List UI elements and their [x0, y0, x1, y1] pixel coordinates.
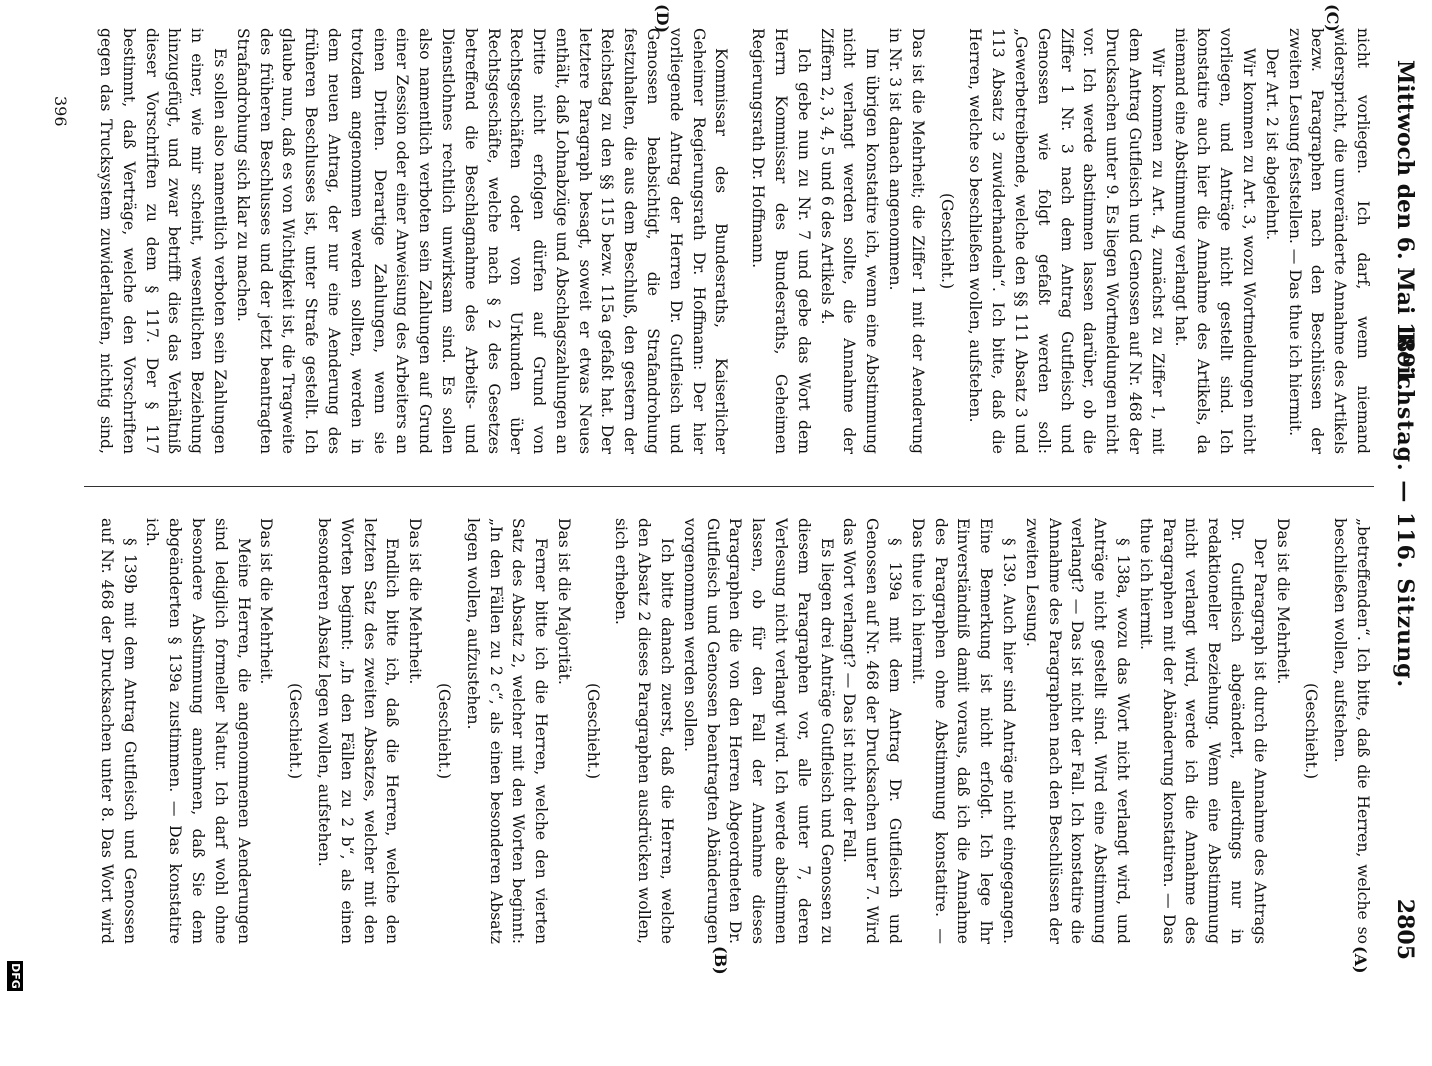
paragraph: Das ist die Mehrheit.: [1273, 518, 1292, 685]
left-text-column: [94, 518, 1374, 944]
paragraph: (Geschieht.): [1302, 682, 1321, 780]
paragraph: (Geschieht.): [286, 682, 305, 780]
dfg-logo: DFG: [7, 961, 23, 991]
paragraph: Der Art. 2 ist abgelehnt.: [1262, 48, 1281, 241]
paragraph: § 139b mit dem Antrag Gutfleisch und Genossen auf Nr. 468 der Drucksachen unter 8. Das Wort wird: [97, 518, 139, 944]
margin-marker-a: (A): [1351, 946, 1370, 974]
scanned-page: [20, 0, 1432, 975]
paragraph: Der Paragraph ist durch die Annahme des Antrags Dr. Gutfleisch abgeändert, allerdings nur in redaktioneller Beziehung. Wenn eine Abstimmung nicht verlangt wird, werde ich die Annahme des Paragraphen mit der Abänderung konstatiren. — Das thue ich hiermit.: [1136, 518, 1269, 944]
paragraph: Im übrigen konstatire ich, wenn eine Abstimmung nicht verlangt werden sollte, die Annahme der Ziffern 2, 3, 4, 5 und 6 des Artikels 4.: [817, 28, 882, 454]
paragraph: Kommissar des Bundesraths, Kaiserlicher Geheimer Regierungsrath Dr. Hoffmann: Der hier vorliegende Antrag der Herren Dr. Gutfleisch und Genossen beabsichtigt, die Strafandrohung festzuhalten, die aus dem Beschluß, den gestern der Reichstag zu den §§ 115 bezw. 115a gefaßt hat. Der letztere Paragraph besagt, soweit er etwas Neues enthält, daß Lohnabzüge und Abschlagszahlungen an Dritte nicht erfolgen dürfen auf Grund von Rechtsgeschäften oder von Urkunden über Rechtsgeschäfte, welche nach § 2 des Gesetzes betreffend die Beschlagnahme des Arbeits- und Dienstlohnes rechtlich unwirksam sind. Es sollen also namentlich verboten sein Zahlungen auf Grund einer Zession oder einer Anweisung des Arbeiters an einen Dritten. Derartige Zahlungen, wenn sie trotzdem angenommen werden sollten, werden in dem neuen Antrag, der nur eine Aenderung des früheren Beschlusses ist, unter Strafe gestellt. Ich glaube nun, daß es von Wichtigkeit ist, die Tragweite des früheren Beschlusses und der jetzt beantragten Strafandrohung sich klar zu machen.: [233, 28, 731, 454]
margin-marker-b: (B): [711, 946, 730, 975]
date-line: Mittwoch den 6. Mai 1891.: [1392, 60, 1418, 391]
margin-marker-d: (D): [653, 4, 672, 34]
paragraph: (Geschieht.): [583, 682, 602, 780]
paragraph: Endlich bitte ich, daß die Herren, welche den letzten Satz des zweiten Absatzes, welcher mit den Worten beginnt: „In den Fällen zu 2 b“, als einen besonderen Absatz legen wollen, aufstehen.: [314, 518, 402, 944]
page-header: [1386, 60, 1418, 960]
paragraph: § 139. Auch hier sind Anträge nicht eingegangen. Eine Bemerkung ist nicht erfolgt. Ich lege Ihr Einverständniß damit voraus, daß ich die Annahme des Paragraphen ohne Abstimmung konstatire. — Das thue ich hiermit.: [908, 518, 1019, 944]
paragraph: Wir kommen zu Art. 3, wozu Wortmeldungen nicht vorliegen, und Anträge nicht gestellt sind. Ich konstatire auch hier die Annahme des Artikels, da niemand eine Abstimmung verlangt hat.: [1171, 28, 1259, 454]
paragraph: Wir kommen zu Art. 4, zunächst zu Ziffer 1, mit dem Antrag Gutfleisch und Genossen auf Nr. 468 der Drucksachen unter 9. Es liegen Wortmeldungen nicht vor. Ich werde abstimmen lassen darüber, ob die Ziffer 1 Nr. 3 nach dem Antrag Gutfleisch und Genossen wie folgt gefaßt werden soll: „Gewerbetreibende, welche den §§ 111 Absatz 3 und 113 Absatz 3 zuwiderhandeln“. Ich bitte, daß die Herren, welche so beschließen wollen, aufstehen.: [966, 28, 1167, 454]
session-title: Reichstag. — 116. Sitzung.: [1392, 331, 1418, 689]
paragraph: Ich gebe nun zu Nr. 7 und gebe das Wort dem Herrn Kommissar des Bundesraths, Geheimen Regierungsrath Dr. Hoffmann.: [749, 28, 813, 454]
paragraph: Ferner bitte ich die Herren, welche den vierten Satz des Absatz 2, welcher mit den Worten beginnt: „In den Fällen zu 2 c“, als einen besonderen Absatz legen wollen, aufzustehen.: [463, 518, 551, 944]
paragraph: Es sollen also namentlich verboten sein Zahlungen in einer, wie mir scheint, wesentlichen Beziehung hinzugefügt, und zwar betrifft dies das Verhältniß dieser Vorschriften zu dem § 117. Der § 117 bestimmt, daß Verträge, welche den Vorschriften gegen das Trucksystem zuwiderlaufen, nichtig sind,: [96, 28, 229, 454]
paragraph: nicht vorliegen. Ich darf, wenn niemand widerspricht, die unveränderte Annahme des Artikels bezw. Paragraphen nach den Beschlüssen der zweiten Lesung feststellen. — Das thue ich hiermit.: [1285, 28, 1372, 454]
paragraph: Es liegen drei Anträge Gutfleisch und Genossen zu diesem Paragraphen vor, alle unter 7, deren Verlesung nicht verlangt wird. Ich werde abstimmen lassen, ob für den Fall der Annahme dieses Paragraphen die von den Herren Abgeordneten Dr. Gutfleisch und Genossen beantragten Abänderungen vorgenommen werden sollen.: [680, 518, 836, 944]
footer-page-ref: 396: [51, 96, 70, 127]
paragraph: (Geschieht.): [434, 682, 453, 780]
paragraph: § 139a mit dem Antrag Dr. Gutfleisch und Genossen auf Nr. 468 der Drucksachen unter 7. Wird das Wort verlangt? — Das ist nicht der Fall.: [840, 518, 905, 944]
page-number: 2805: [1392, 898, 1418, 960]
column-divider: [84, 486, 1374, 487]
paragraph: „betreffenden“. Ich bitte, daß die Herren, welche so beschließen wollen, aufstehen.: [1331, 518, 1372, 944]
paragraph: (Geschieht.): [937, 192, 956, 290]
right-text-column: [94, 28, 1374, 454]
paragraph: Das ist die Mehrheit.: [257, 518, 276, 685]
paragraph: Ich bitte danach zuerst, daß die Herren, welche den Absatz 2 dieses Paragraphen ausdrücken wollen, sich erheben.: [612, 518, 677, 944]
margin-marker-c: (C): [1323, 4, 1342, 32]
paragraph: Das ist die Mehrheit; die Ziffer 1 mit der Aenderung in Nr. 3 ist danach angenommen.: [886, 28, 927, 454]
paragraph: Das ist die Mehrheit.: [406, 518, 425, 685]
paragraph: Meine Herren, die angenommenen Aenderungen sind lediglich formeller Natur. Ich darf wohl ohne besondere Abstimmung annehmen, daß Sie dem abgeänderten § 139a zustimmen. — Das konstatire ich.: [143, 518, 253, 944]
paragraph: Das ist die Majorität.: [554, 518, 573, 685]
paragraph: § 138a, wozu das Wort nicht verlangt wird, und Anträge nicht gestellt sind. Wird eine Abstimmung verlangt? — Das ist nicht der Fall. Ich konstatire die Annahme des Paragraphen nach den Beschlüssen der zweiten Lesung.: [1022, 518, 1133, 944]
